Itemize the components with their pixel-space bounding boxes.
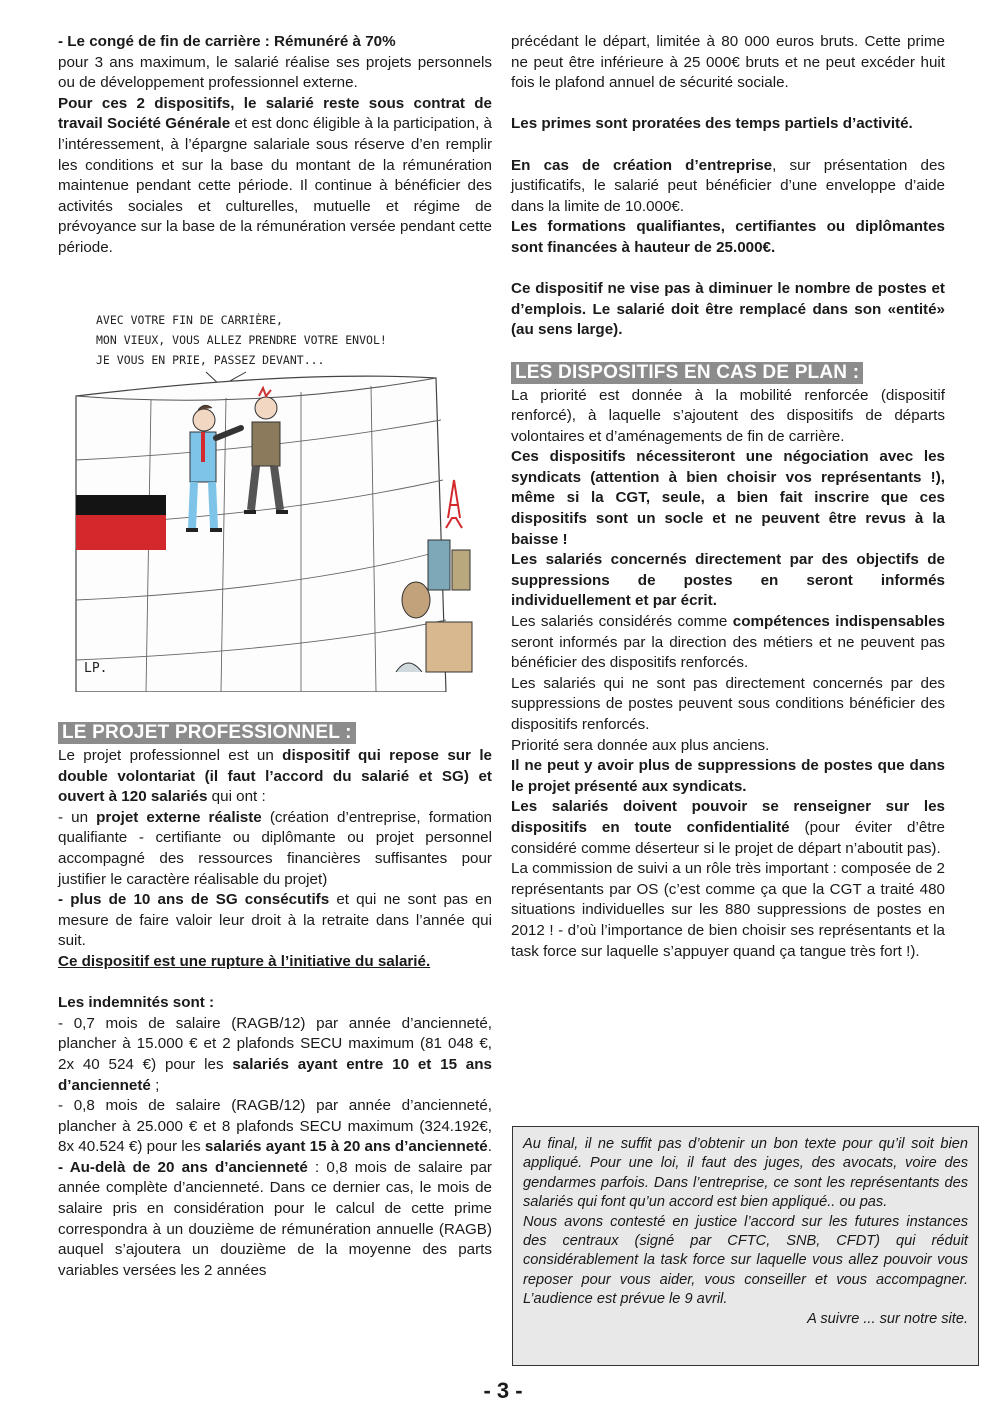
speech-line-1: AVEC VOTRE FIN DE CARRIÈRE, [96, 313, 283, 327]
ind2-b: salariés ayant 15 à 20 ans d’ancienneté [204, 1138, 488, 1156]
paragraph-indemnites-title [58, 993, 492, 1014]
paragraph-prime-limite: précédant le départ, limitée à 80 000 euros bruts. Cette prime ne peut être inférieure à 25 000€ bruts et ne peut excéder huit fois le plafond annuel de sécurité sociale. [511, 33, 945, 92]
paragraph-commission: La commission de suivi a un rôle très important : composée de 2 représentants par OS (c’est comme ça que la CGT a traité 480 situations individuelles sur les 880 suppressions de postes en 2012 ! - d’où l’importance de bien choisir ses représentants et la task force sur laquelle s’appuyer quand ça tangue très fort !). [511, 860, 945, 960]
dark-window-top [76, 495, 166, 515]
paragraph-contrat [58, 94, 492, 259]
paragraph-projet-intro [58, 746, 492, 808]
paragraph-competences [511, 612, 945, 674]
pp-text-a: Le projet professionnel est un [58, 747, 283, 764]
paragraph-prorata [511, 114, 945, 135]
right-column [511, 32, 945, 962]
cartoon-illustration [56, 300, 480, 692]
comp-b: compétences indispensables [732, 613, 945, 631]
city-gherkin [402, 582, 430, 618]
paragraph-objectif [511, 279, 945, 341]
objectif-text: Ce dispositif ne vise pas à diminuer le nombre de postes et d’emplois. Le salarié doit être remplacé dans son «entité» (au sens large). [511, 280, 945, 339]
item1-a: - un [58, 808, 97, 826]
concernes-text: Les salariés concernés directement par des objectifs de suppressions de postes en seront informés individuellement et par écrit. [511, 551, 945, 610]
paragraph-indemnite-2 [58, 1096, 492, 1158]
ind1-a: - 0,7 mois de salaire (RAGB/12) par année d’ancienneté, plancher à 15.000 € et 2 plafonds SECU maximum (81 048 €, 2x 40 524 €) pour les [58, 1014, 492, 1073]
comp-c: seront informés par la direction des métiers et ne peuvent pas bénéficier des dispositifs renforcés. [511, 633, 945, 672]
ind2-a: - 0,8 mois de salaire (RAGB/12) par année d’ancienneté, plancher à 25.000 € et 8 plafonds SECU maximum (324.192€, 8x 40.524 €) pour les [58, 1097, 492, 1156]
speech-line-3: JE VOUS EN PRIE, PASSEZ DEVANT... [96, 353, 325, 367]
item1-c: (création d’entreprise, formation qualifiante - certifiante ou diplômante ou projet personnel accompagné des ressources financières suffisantes pour justifier le caractère réalisable du projet) [58, 808, 493, 888]
left-column-top [58, 32, 492, 259]
city-tower-beige [452, 550, 470, 590]
speech-line-2: MON VIEUX, VOUS ALLEZ PRENDRE VOTRE ENVOL! [96, 333, 387, 347]
heading-projet-professionnel: LE PROJET PROFESSIONNEL : [58, 722, 356, 744]
page-number: - 3 - [483, 1378, 523, 1403]
formations-text: Les formations qualifiantes, certifiantes ou diplômantes sont financées à hauteur de 25.000€. [511, 218, 945, 256]
comp-a: Les salariés considérés comme [511, 613, 733, 631]
paragraph-formations [511, 217, 945, 258]
contrat-bold: Pour ces 2 dispositifs, le salarié reste sous contrat de travail Société Générale [58, 94, 492, 133]
negociation-text: Ces dispositifs nécessiteront une négociation avec les syndicats (attention à bien choisir vos représentants !), même si la CGT, seule, a bien fait inscrire que ces dispositifs sont un socle et ne peuvent être revus à la baisse ! [511, 448, 945, 548]
paragraph-negociation [511, 447, 945, 550]
heading-dispositifs-plan: LES DISPOSITIFS EN CAS DE PLAN : [511, 362, 863, 384]
creation-body: , sur présentation des justificatifs, le salarié peut bénéficier d’une enveloppe d’aide dans la limite de 10.000€. [511, 156, 945, 215]
paragraph-creation [511, 156, 945, 218]
paragraph-indemnite-1 [58, 1014, 492, 1096]
rupture-text: Ce dispositif est une rupture à l’initiative du salarié. [58, 952, 431, 970]
prorata-text: Les primes sont proratées des temps partiels d’activité. [511, 115, 913, 133]
paragraph-item-anciennete [58, 890, 492, 952]
paragraph-indemnite-3 [58, 1158, 492, 1282]
item2-c: et qui ne sont pas en mesure de faire valoir leur droit à la retraite dans l’année qui suit. [58, 891, 492, 950]
eiffel-tower [446, 480, 462, 528]
conge-title: - Le congé de fin de carrière : Rémunéré à 70% [58, 33, 396, 50]
renseigner-body: (pour éviter d’être considéré comme déserteur si le projet de départ n’aboutit pas). [511, 818, 946, 857]
pp-text-b: dispositif qui repose sur le double volontariat (il faut l’accord du salarié et SG) et ouvert à 120 salariés [58, 747, 492, 806]
city-block [426, 622, 472, 672]
paragraph-conge [58, 32, 492, 94]
paragraph-priorite: La priorité est donnée à la mobilité renforcée (dispositif renforcé), à laquelle s’ajoutent des dispositifs de départs volontaires et d’aménagements de fin de carrière. [511, 386, 945, 445]
renseigner-bold: Les salariés doivent pouvoir se renseigner sur les dispositifs en toute confidentialité [511, 798, 945, 836]
item1-b: projet externe réaliste [96, 808, 262, 826]
indemnites-title: Les indemnités sont : [58, 994, 215, 1012]
creation-bold: En cas de création d’entreprise [511, 156, 773, 174]
left-column-bottom [58, 722, 492, 1281]
conclusion-paragraph-2: Nous avons contesté en justice l’accord sur les futures instances des centraux (signé par CFTC, SNB, CFDT) qui réduit considérablement la task force sur laquelle vous allez pouvoir vous reposer pour vous aider, vous conseiller et vous accompagner. L’audience est prévue le 9 avril. [523, 1213, 968, 1308]
conclusion-box [512, 1126, 979, 1366]
paragraph-non-concernes: Les salariés qui ne sont pas directement concernés par des suppressions de postes peuvent sous conditions bénéficier des dispositifs renforcés. [511, 674, 945, 733]
cartoon-drawing [56, 300, 480, 692]
paragraph-pas-plus [511, 756, 945, 797]
city-tower-blue [428, 540, 450, 590]
paragraph-item-projet [58, 808, 492, 890]
conclusion-paragraph-1: Au final, il ne suffit pas d’obtenir un bon texte pour qu’il soit bien appliqué. Pour une loi, il faut des juges, des avocats, voire des gendarmes parfois. Dans l’entreprise, ce sont les représentants des salariés qui font qu’un accord est bien appliqué.. ou pas. [523, 1136, 968, 1211]
paragraph-rupture [58, 952, 492, 973]
ind3-c: : 0,8 mois de salaire par année complète d’ancienneté. Dans ce dernier cas, le mois de salaire pris en considération pour le calcul de cette prime correspondra à un douzième de rémunération annuelle (RAGB) auquel s’ajoutera un douzième de la moyenne des parts variables versées les 2 années [58, 1158, 492, 1279]
contrat-body: et est donc éligible à la participation, à l’intéressement, à l’épargne salariale sous réserve d’en remplir les conditions et sur la base du montant de la rémunération maintenue pendant cette période. Il continue à bénéficier des activités sociales et culturelles, mutuelle et régime de prévoyance sur la base de la rémunération versée pendant cette période. [58, 115, 492, 256]
pas-plus-text: Il ne peut y avoir plus de suppressions de postes que dans le projet présenté aux syndicats. [511, 757, 945, 795]
ind1-c: ; [150, 1076, 160, 1094]
ind3-b: - Au-delà de 20 ans d’ancienneté [58, 1158, 308, 1176]
paragraph-anciens: Priorité sera donnée aux plus anciens. [511, 736, 770, 754]
paragraph-renseigner [511, 797, 945, 859]
ind2-c: . [487, 1138, 492, 1156]
ind1-b: salariés ayant entre 10 et 15 ans d’ancienneté [58, 1055, 492, 1094]
conclusion-signoff: A suivre ... sur notre site. [807, 1310, 968, 1327]
item2-b: - plus de 10 ans de SG consécutifs [58, 891, 330, 909]
pp-text-c: qui ont : [207, 788, 266, 806]
conge-body: pour 3 ans maximum, le salarié réalise ses projets personnels ou de développement professionnel externe. [58, 53, 492, 92]
paragraph-concernes [511, 550, 945, 612]
artist-signature: LP. [84, 661, 108, 676]
